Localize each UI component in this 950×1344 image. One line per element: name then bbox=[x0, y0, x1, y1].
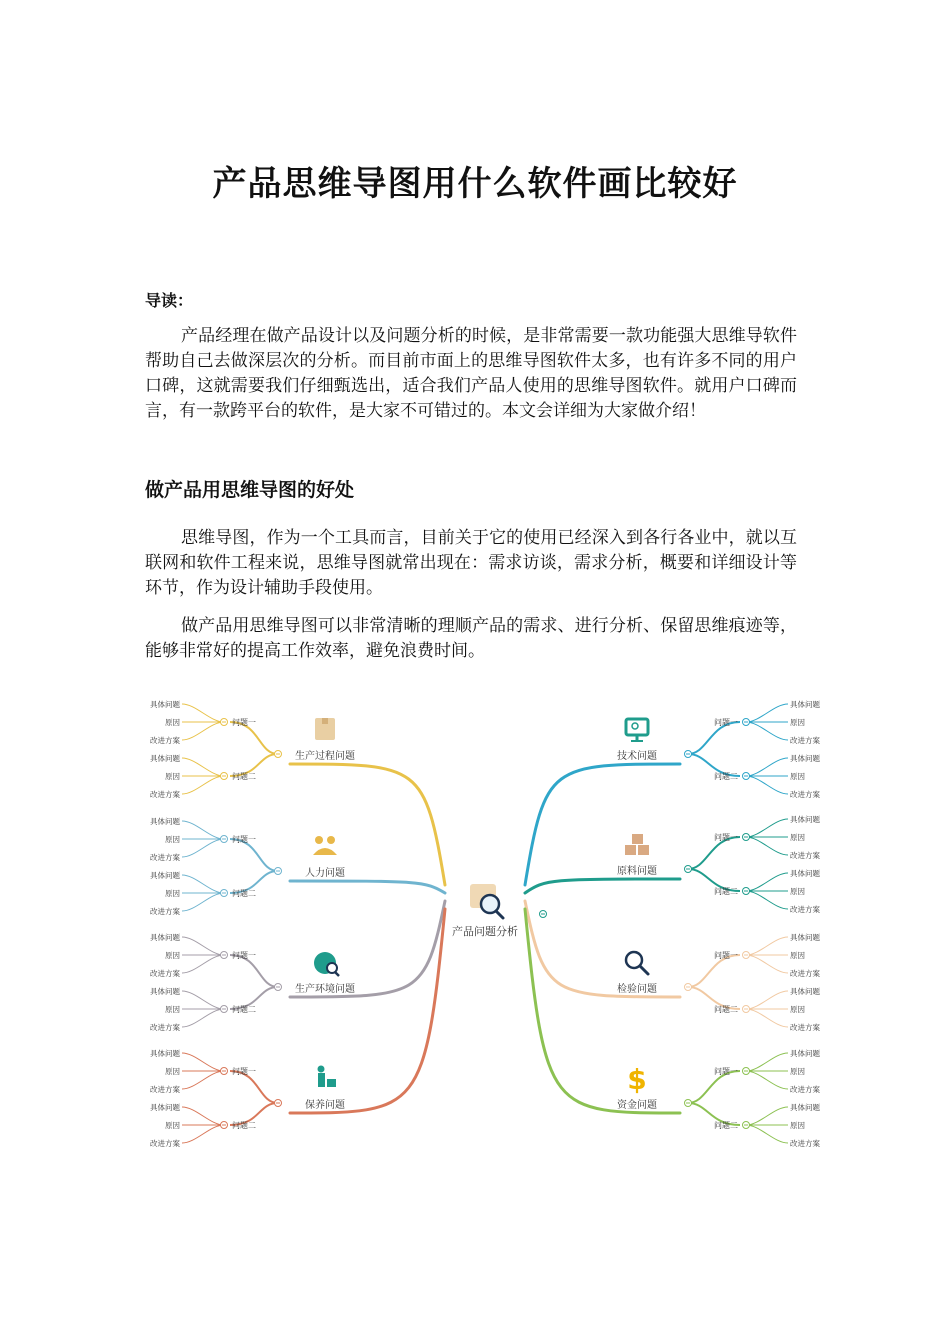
leaf-line bbox=[746, 937, 788, 955]
sub-topic-label: 问题一 bbox=[232, 1067, 256, 1076]
branch-boxes bbox=[617, 814, 820, 914]
mind-map-diagram bbox=[140, 680, 820, 1150]
leaf-label: 原因 bbox=[165, 835, 180, 844]
mind-map-center bbox=[452, 884, 518, 938]
leaf-label: 改进方案 bbox=[790, 905, 820, 914]
leaf-label: 改进方案 bbox=[150, 907, 180, 916]
leaf-label: 具体问题 bbox=[150, 700, 180, 709]
branch-label: 保养问题 bbox=[305, 1100, 345, 1111]
center-label: 产品问题分析 bbox=[452, 925, 518, 938]
leaf-line bbox=[746, 837, 788, 855]
sub-topic-label: 问题一 bbox=[714, 833, 738, 842]
leaf-line bbox=[182, 991, 224, 1009]
branch-dollar bbox=[617, 1048, 820, 1148]
center-magnifier-handle bbox=[496, 911, 503, 918]
leaf-label: 改进方案 bbox=[150, 1023, 180, 1032]
box-icon-tape bbox=[322, 718, 328, 724]
leaf-line bbox=[182, 758, 224, 776]
leaf-line bbox=[746, 955, 788, 973]
leaf-label: 原因 bbox=[165, 1067, 180, 1076]
leaf-line bbox=[182, 1125, 224, 1143]
leaf-label: 具体问题 bbox=[790, 869, 820, 878]
sub-topic-label: 问题二 bbox=[232, 772, 256, 781]
sub-topic-label: 问题二 bbox=[714, 887, 738, 896]
worker-icon bbox=[318, 1066, 325, 1073]
leaf-line bbox=[182, 955, 224, 973]
leaf-label: 具体问题 bbox=[150, 817, 180, 826]
branch-box bbox=[150, 699, 355, 799]
leaf-label: 具体问题 bbox=[150, 1103, 180, 1112]
sub-topic-label: 问题一 bbox=[232, 951, 256, 960]
magnifier-icon-handle bbox=[640, 966, 648, 974]
leaf-label: 具体问题 bbox=[790, 1049, 820, 1058]
monitor-icon bbox=[626, 719, 648, 735]
leaf-line bbox=[746, 819, 788, 837]
leaf-line bbox=[746, 1009, 788, 1027]
leaf-label: 具体问题 bbox=[150, 1049, 180, 1058]
people-icon-body bbox=[313, 848, 337, 855]
worker-icon-box bbox=[327, 1079, 336, 1087]
leaf-line bbox=[182, 704, 224, 722]
leaf-line bbox=[746, 758, 788, 776]
boxes-icon bbox=[625, 845, 636, 855]
leaf-label: 原因 bbox=[790, 833, 805, 842]
branch-label: 原料问题 bbox=[617, 866, 657, 877]
leaf-line bbox=[746, 991, 788, 1009]
leaf-label: 改进方案 bbox=[790, 1023, 820, 1032]
leaf-line bbox=[182, 875, 224, 893]
leaf-label: 具体问题 bbox=[790, 933, 820, 942]
leaf-line bbox=[182, 937, 224, 955]
leaf-label: 原因 bbox=[165, 718, 180, 727]
branch-line bbox=[290, 881, 445, 893]
leaf-label: 具体问题 bbox=[790, 700, 820, 709]
branch-people bbox=[150, 816, 345, 916]
intro-paragraph: 产品经理在做产品设计以及问题分析的时候，是非常需要一款功能强大思维导软件帮助自己去做深层次的分析。而目前市面上的思维导图软件太多，也有许多不同的用户口碑，这就需要我们仔细甄选出，适合我们产品人使用的思维导图软件。就用户口碑而言，有一款跨平台的软件，是大家不可错过的。本文会详细为大家做介绍！ bbox=[145, 326, 797, 421]
leaf-label: 具体问题 bbox=[790, 1103, 820, 1112]
boxes-icon-3 bbox=[632, 834, 643, 844]
leaf-line bbox=[746, 776, 788, 794]
globe-icon-handle bbox=[335, 972, 339, 976]
branch-line bbox=[290, 909, 445, 1113]
leaf-label: 具体问题 bbox=[150, 754, 180, 763]
leaf-line bbox=[746, 891, 788, 909]
leaf-label: 改进方案 bbox=[790, 1085, 820, 1094]
leaf-label: 改进方案 bbox=[150, 853, 180, 862]
leaf-label: 具体问题 bbox=[790, 815, 820, 824]
leaf-label: 改进方案 bbox=[790, 1139, 820, 1148]
monitor-icon-lens bbox=[632, 723, 638, 729]
sub-topic-label: 问题二 bbox=[714, 1121, 738, 1130]
leaf-label: 原因 bbox=[790, 1067, 805, 1076]
lead-label: 导读： bbox=[145, 291, 194, 310]
branch-line bbox=[525, 879, 680, 893]
sub-topic-label: 问题一 bbox=[232, 718, 256, 727]
branch-label: 检验问题 bbox=[617, 984, 657, 995]
leaf-label: 原因 bbox=[790, 772, 805, 781]
leaf-line bbox=[746, 873, 788, 891]
body-paragraph-1: 思维导图，作为一个工具而言，目前关于它的使用已经深入到各行各业中，就以互联网和软件工程来说，思维导图就常出现在：需求访谈，需求分析，概要和详细设计等环节，作为设计辅助手段使用。 bbox=[145, 528, 797, 598]
leaf-label: 改进方案 bbox=[790, 969, 820, 978]
leaf-line bbox=[182, 722, 224, 740]
people-icon bbox=[315, 836, 323, 844]
sub-topic-label: 问题二 bbox=[714, 1005, 738, 1014]
leaf-label: 具体问题 bbox=[150, 933, 180, 942]
branch-label: 生产环境问题 bbox=[295, 984, 355, 995]
leaf-label: 具体问题 bbox=[150, 871, 180, 880]
dollar-icon: $ bbox=[627, 1063, 647, 1096]
worker-icon-body bbox=[318, 1073, 325, 1087]
leaf-line bbox=[746, 1053, 788, 1071]
sub-topic-label: 问题二 bbox=[232, 889, 256, 898]
document-title: 产品思维导图用什么软件画比较好 bbox=[212, 164, 738, 204]
leaf-label: 原因 bbox=[165, 772, 180, 781]
leaf-label: 改进方案 bbox=[150, 969, 180, 978]
sub-topic-label: 问题一 bbox=[714, 718, 738, 727]
branch-monitor bbox=[617, 699, 820, 799]
sub-topic-label: 问题二 bbox=[714, 772, 738, 781]
leaf-label: 原因 bbox=[790, 951, 805, 960]
sub-topic-label: 问题一 bbox=[232, 835, 256, 844]
leaf-line bbox=[182, 1071, 224, 1089]
sub-topic-label: 问题一 bbox=[714, 1067, 738, 1076]
leaf-label: 改进方案 bbox=[150, 790, 180, 799]
branch-label: 人力问题 bbox=[305, 868, 345, 879]
sub-topic-label: 问题一 bbox=[714, 951, 738, 960]
leaf-line bbox=[746, 1071, 788, 1089]
people-icon-2 bbox=[327, 836, 335, 844]
leaf-line bbox=[746, 1107, 788, 1125]
leaf-line bbox=[746, 1125, 788, 1143]
leaf-label: 改进方案 bbox=[150, 736, 180, 745]
branch-line bbox=[525, 909, 680, 1113]
leaf-label: 改进方案 bbox=[150, 1139, 180, 1148]
branch-label: 资金问题 bbox=[617, 1100, 657, 1111]
leaf-label: 改进方案 bbox=[790, 851, 820, 860]
branch-line bbox=[290, 901, 445, 997]
leaf-line bbox=[182, 893, 224, 911]
body-paragraph-2: 做产品用思维导图可以非常清晰的理顺产品的需求、进行分析、保留思维痕迹等，能够非常好的提高工作效率，避免浪费时间。 bbox=[145, 616, 797, 661]
leaf-label: 具体问题 bbox=[790, 754, 820, 763]
leaf-label: 原因 bbox=[165, 1121, 180, 1130]
leaf-label: 原因 bbox=[165, 889, 180, 898]
branch-worker bbox=[150, 1048, 345, 1148]
leaf-label: 改进方案 bbox=[790, 790, 820, 799]
branch-line bbox=[290, 764, 445, 885]
leaf-label: 具体问题 bbox=[150, 987, 180, 996]
leaf-line bbox=[746, 704, 788, 722]
leaf-line bbox=[182, 821, 224, 839]
branch-globe bbox=[150, 932, 355, 1032]
branch-magnifier bbox=[617, 932, 820, 1032]
leaf-label: 改进方案 bbox=[150, 1085, 180, 1094]
leaf-label: 原因 bbox=[790, 718, 805, 727]
leaf-label: 原因 bbox=[165, 1005, 180, 1014]
leaf-line bbox=[182, 776, 224, 794]
branch-label: 技术问题 bbox=[617, 751, 657, 762]
leaf-line bbox=[182, 1053, 224, 1071]
boxes-icon-2 bbox=[638, 845, 649, 855]
section-heading: 做产品用思维导图的好处 bbox=[145, 479, 355, 501]
leaf-label: 原因 bbox=[790, 887, 805, 896]
sub-topic-label: 问题二 bbox=[232, 1005, 256, 1014]
leaf-line bbox=[182, 1009, 224, 1027]
leaf-label: 原因 bbox=[790, 1121, 805, 1130]
leaf-label: 具体问题 bbox=[790, 987, 820, 996]
leaf-label: 原因 bbox=[790, 1005, 805, 1014]
leaf-line bbox=[182, 839, 224, 857]
leaf-line bbox=[746, 722, 788, 740]
leaf-line bbox=[182, 1107, 224, 1125]
branch-line bbox=[525, 901, 680, 997]
branch-label: 生产过程问题 bbox=[295, 751, 355, 762]
sub-topic-label: 问题二 bbox=[232, 1121, 256, 1130]
leaf-label: 原因 bbox=[165, 951, 180, 960]
leaf-label: 改进方案 bbox=[790, 736, 820, 745]
